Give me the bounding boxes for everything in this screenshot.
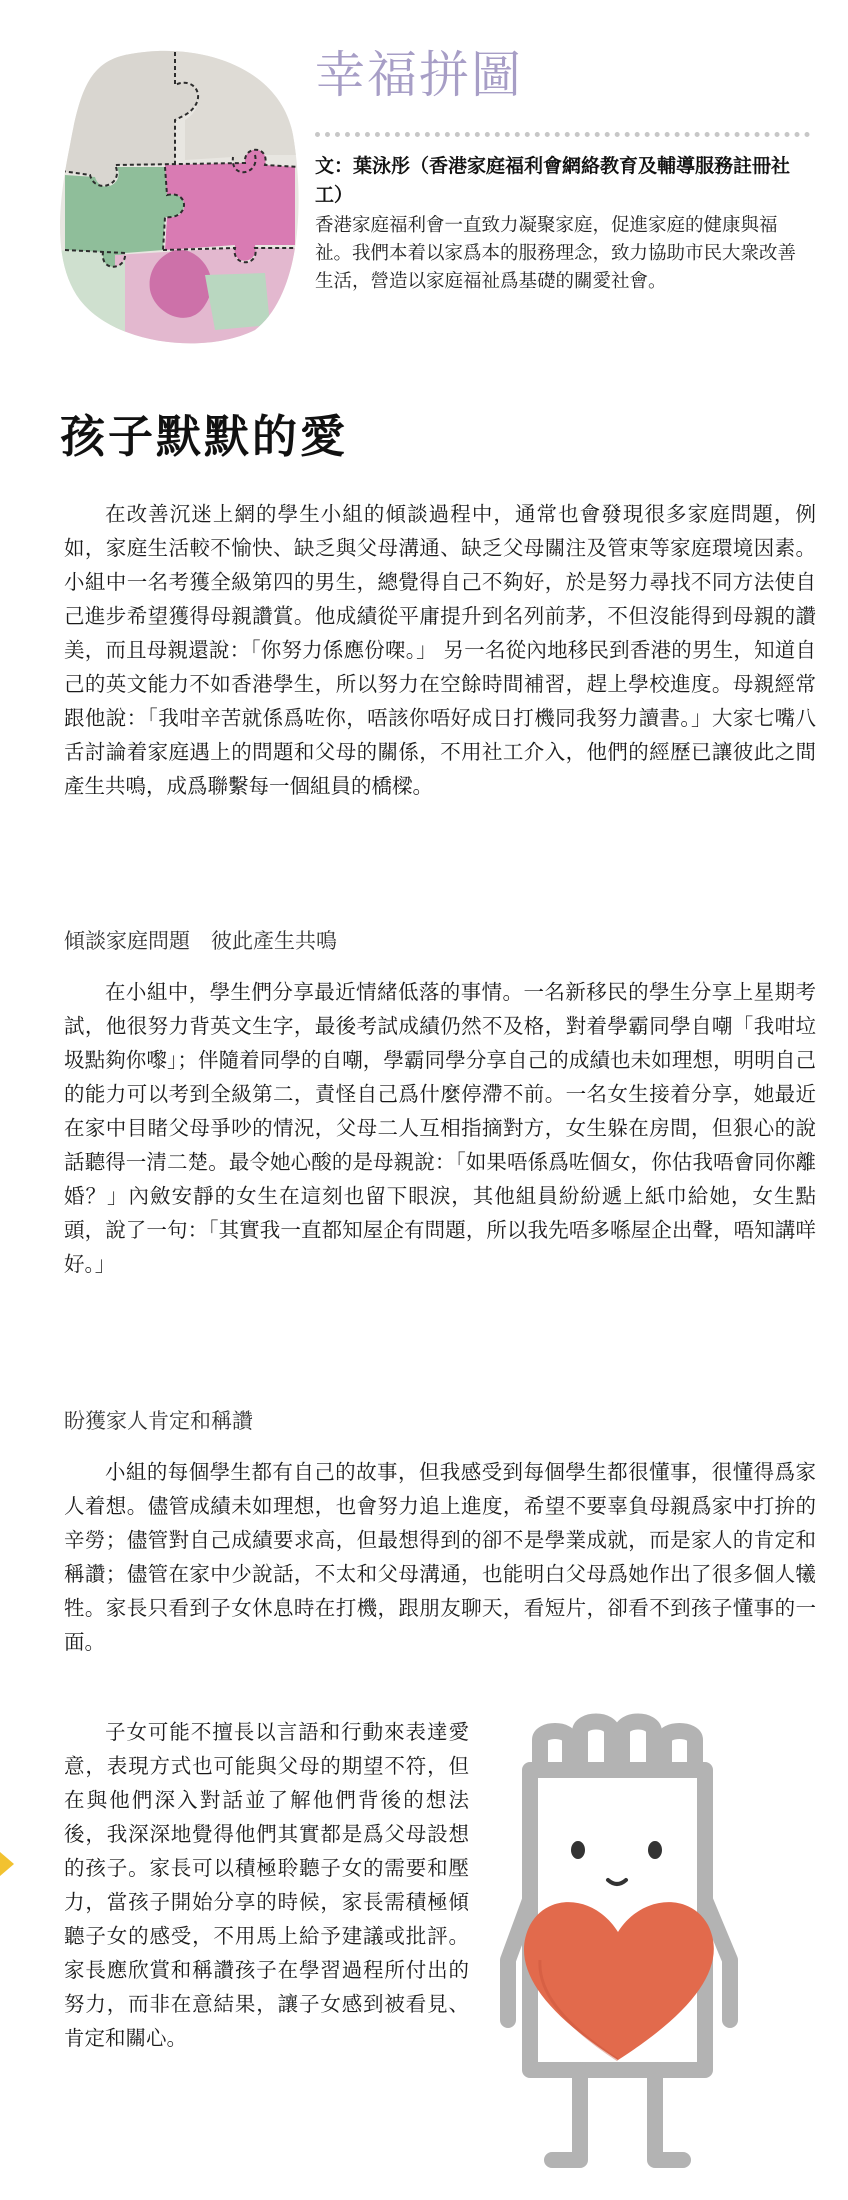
- subheading-1: 傾談家庭問題 彼此產生共鳴: [64, 929, 337, 953]
- column-intro: 香港家庭福利會一直致力凝聚家庭，促進家庭的健康與福祉。我們本着以家爲本的服務理念，致力協助市民大衆改善生活，營造以家庭福祉爲基礎的關愛社會。: [315, 215, 797, 292]
- column-header: [0, 0, 848, 360]
- paragraph-4: 子女可能不擅長以言語和行動來表達愛意，表現方式也可能與父母的期望不符，但在與他們深入對話並了解他們背後的想法後，我深深地覺得他們其實都是爲父母設想的孩子。家長可以積極聆聽子女的需要和壓力，當孩子開始分享的時候，家長需積極傾聽子女的感受，不用馬上給予建議或批評。家長應欣賞和稱讚孩子在學習過程所付出的努力，而非在意結果，讓子女感到被看見、肯定和關心。: [64, 1720, 469, 2050]
- column-title: 幸福拼圖: [315, 46, 523, 104]
- paragraph-2: 在小組中，學生們分享最近情緒低落的事情。一名新移民的學生分享上星期考試，他很努力背英文生字，最後考試成績仍然不及格，對着學霸同學自嘲「我咁垃圾點夠你嚟」；伴隨着同學的自嘲，學霸同學分享自己的成績也未如理想，明明自己的能力可以考到全級第二，責怪自己爲什麼停滯不前。一名女生接着分享，她最近在家中目睹父母爭吵的情況，父母二人互相指摘對方，女生躲在房間，但狠心的說話聽得一清二楚。最令她心酸的是母親說：「如果唔係爲咗個女，你估我唔會同你離婚？」內斂安靜的女生在這刻也留下眼淚，其他組員紛紛遞上紙巾給她，女生點頭，說了一句：「其實我一直都知屋企有問題，所以我先唔多喺屋企出聲，唔知講咩好。」: [64, 980, 816, 1276]
- author-byline: 文：葉泳彤（香港家庭福利會網絡教育及輔導服務註冊社工）: [315, 155, 791, 206]
- title-divider: [315, 132, 810, 137]
- puzzle-illustration: [55, 45, 300, 345]
- article-title: 孩子默默的愛: [60, 410, 349, 463]
- paragraph-3: 小組的每個學生都有自己的故事，但我感受到每個學生都很懂事，很懂得爲家人着想。儘管成績未如理想，也會努力追上進度，希望不要辜負母親爲家中打拚的辛勞；儘管對自己成績要求高，但最想得到的卻不是學業成就，而是家人的肯定和稱讚；儘管在家中少說話，不太和父母溝通，也能明白父母爲她作出了很多個人犧牲。家長只看到子女休息時在打機，跟朋友聊天，看短片，卻看不到孩子懂事的一面。: [64, 1460, 816, 1654]
- heart-hand-illustration: [500, 1710, 800, 2180]
- page-edge-marker: [0, 1852, 14, 1876]
- subheading-2: 盼獲家人肯定和稱讚: [64, 1409, 253, 1433]
- paragraph-1: 在改善沉迷上網的學生小組的傾談過程中，通常也會發現很多家庭問題，例如，家庭生活較不愉快、缺乏與父母溝通、缺乏父母關注及管束等家庭環境因素。小組中一名考獲全級第四的男生，總覺得自己不夠好，於是努力尋找不同方法使自己進步希望獲得母親讚賞。他成績從平庸提升到名列前茅，不但沒能得到母親的讚美，而且母親還說：「你努力係應份㗎。」 另一名從內地移民到香港的男生，知道自己的英文能力不如香港學生，所以努力在空餘時間補習，趕上學校進度。母親經常跟他說：「我咁辛苦就係爲咗你，唔該你唔好成日打機同我努力讀書。」大家七嘴八舌討論着家庭遇上的問題和父母的關係，不用社工介入，他們的經歷已讓彼此之間產生共鳴，成爲聯繫每一個組員的橋樑。: [64, 502, 816, 798]
